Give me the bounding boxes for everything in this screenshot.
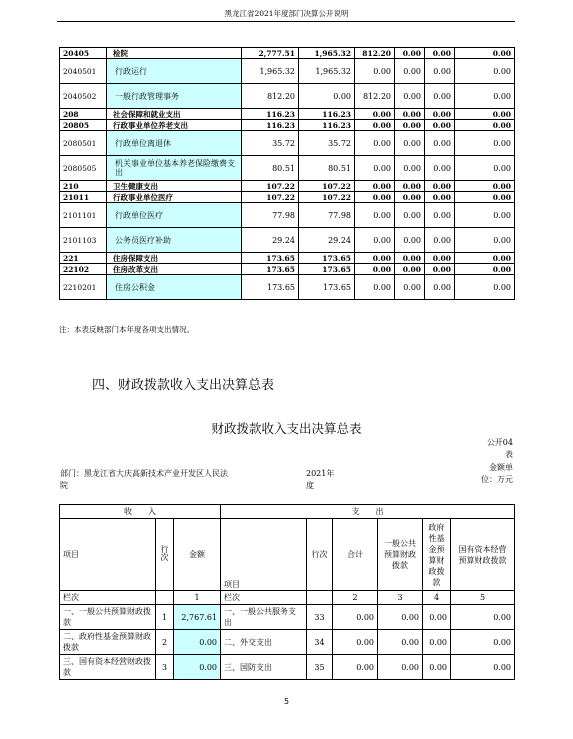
amount-c5: 0.00	[425, 109, 455, 120]
expenditure-detail-table	[59, 47, 515, 300]
amount-c4: 0.00	[395, 131, 425, 156]
amount-c5: 0.00	[425, 264, 455, 275]
expense-total: 0.00	[333, 630, 378, 655]
amount-c5: 0.00	[425, 192, 455, 203]
expense-item: 二、外交支出	[221, 630, 307, 655]
account-name: 行政单位离退休	[107, 131, 242, 156]
expense-gpb: 0.00	[378, 605, 423, 630]
amount-c4: 0.00	[395, 228, 425, 253]
amount-total: 80.51	[242, 156, 299, 181]
account-code: 2101103	[60, 228, 107, 253]
account-code: 2040502	[60, 84, 107, 109]
amount-basic: 80.51	[299, 156, 355, 181]
amount-basic: 107.22	[299, 192, 355, 203]
table-row	[60, 120, 515, 131]
table-row	[60, 181, 515, 192]
account-code: 2080505	[60, 156, 107, 181]
account-code: 210	[60, 181, 107, 192]
table-row	[60, 264, 515, 275]
table-row	[60, 48, 515, 59]
gov-fund-header: 政府性基金预算财政拨款	[423, 519, 451, 591]
amount-c5: 0.00	[425, 253, 455, 264]
year-label: 2021年度	[306, 469, 335, 490]
lanci-1: 1	[174, 591, 221, 605]
section-heading: 四、财政拨款收入支出决算总表	[92, 378, 275, 393]
income-item: 二、政府性基金预算财政拨款	[60, 630, 156, 655]
account-name: 行政运行	[107, 59, 242, 84]
amount-total: 29.24	[242, 228, 299, 253]
income-amount: 0.00	[174, 655, 221, 680]
expense-line: 35	[307, 655, 333, 680]
amount-total: 77.98	[242, 203, 299, 228]
expense-soe: 0.00	[451, 630, 515, 655]
account-name: 行政事业单位医疗	[107, 192, 242, 203]
amount-project: 0.00	[355, 264, 395, 275]
form-code: 公开04表	[486, 438, 513, 459]
expense-item: 一、一般公共服务支出	[221, 605, 307, 630]
gpb-header: 一般公共预算财政拨款	[378, 519, 423, 591]
amount-total: 173.65	[242, 253, 299, 264]
amount-c4: 0.00	[395, 264, 425, 275]
expense-gov-fund: 0.00	[423, 655, 451, 680]
account-code: 22102	[60, 264, 107, 275]
account-code: 20405	[60, 48, 107, 59]
expense-line-header: 行次	[307, 519, 333, 591]
total-header: 合计	[333, 519, 378, 591]
amount-project: 0.00	[355, 203, 395, 228]
lanci-2: 2	[333, 591, 378, 605]
amount-c4: 0.00	[395, 275, 425, 300]
amount-c6: 0.00	[455, 181, 515, 192]
amount-total: 107.22	[242, 181, 299, 192]
amount-c6: 0.00	[455, 228, 515, 253]
table-row	[60, 630, 515, 655]
amount-total: 35.72	[242, 131, 299, 156]
expense-gpb: 0.00	[378, 630, 423, 655]
department-label: 部门：黑龙江省大庆高新技术产业开发区人民法院	[60, 469, 228, 490]
amount-c6: 0.00	[455, 253, 515, 264]
table-note: 注：本表反映部门本年度各项支出情况。	[59, 325, 194, 334]
amount-c4: 0.00	[395, 120, 425, 131]
account-code: 2210201	[60, 275, 107, 300]
expense-gov-fund: 0.00	[423, 605, 451, 630]
account-code: 221	[60, 253, 107, 264]
expense-soe: 0.00	[451, 605, 515, 630]
account-name: 行政事业单位养老支出	[107, 120, 242, 131]
amount-basic: 173.65	[299, 275, 355, 300]
table-row	[60, 605, 515, 630]
account-name: 机关事业单位基本养老保险缴费支出	[107, 156, 242, 181]
income-amount: 2,767.61	[174, 605, 221, 630]
amount-total: 173.65	[242, 275, 299, 300]
account-code: 2080501	[60, 131, 107, 156]
amount-c5: 0.00	[425, 203, 455, 228]
page-number: 5	[283, 697, 290, 706]
account-name: 住房公积金	[107, 275, 242, 300]
income-line: 2	[156, 630, 174, 655]
amount-c5: 0.00	[425, 181, 455, 192]
amount-c4: 0.00	[395, 156, 425, 181]
amount-project: 0.00	[355, 181, 395, 192]
account-code: 2101101	[60, 203, 107, 228]
amount-c4: 0.00	[395, 192, 425, 203]
amount-c5: 0.00	[425, 156, 455, 181]
income-amount: 0.00	[174, 630, 221, 655]
amount-basic: 116.23	[299, 120, 355, 131]
amount-basic: 29.24	[299, 228, 355, 253]
income-item: 一、一般公共预算财政拨款	[60, 605, 156, 630]
expense-gov-fund: 0.00	[423, 630, 451, 655]
income-item: 三、国有资本经营财政拨款	[60, 655, 156, 680]
amount-basic: 107.22	[299, 181, 355, 192]
account-name: 检院	[107, 48, 242, 59]
amount-basic: 116.23	[299, 109, 355, 120]
amount-project: 0.00	[355, 131, 395, 156]
amount-c4: 0.00	[395, 203, 425, 228]
amount-c6: 0.00	[455, 275, 515, 300]
amount-project: 0.00	[355, 192, 395, 203]
lanci-4: 4	[423, 591, 451, 605]
amount-project: 0.00	[355, 156, 395, 181]
amount-c6: 0.00	[455, 84, 515, 109]
lanci-3: 3	[378, 591, 423, 605]
lanci-label-2: 栏次	[221, 591, 307, 605]
amount-total: 107.22	[242, 192, 299, 203]
amount-project: 812.20	[355, 84, 395, 109]
table-row	[60, 84, 515, 109]
amount-basic: 35.72	[299, 131, 355, 156]
table-row	[60, 59, 515, 84]
amount-basic: 173.65	[299, 264, 355, 275]
amount-c6: 0.00	[455, 203, 515, 228]
amount-total: 1,965.32	[242, 59, 299, 84]
amount-basic: 1,965.32	[299, 59, 355, 84]
lanci-label: 栏次	[60, 591, 156, 605]
table-row	[60, 655, 515, 680]
amount-c6: 0.00	[455, 109, 515, 120]
amount-c5: 0.00	[425, 120, 455, 131]
amount-c4: 0.00	[395, 48, 425, 59]
income-amount-header: 金额	[174, 519, 221, 591]
amount-c5: 0.00	[425, 228, 455, 253]
account-name: 社会保障和就业支出	[107, 109, 242, 120]
amount-c5: 0.00	[425, 59, 455, 84]
income-line: 1	[156, 605, 174, 630]
amount-c4: 0.00	[395, 109, 425, 120]
amount-total: 812.20	[242, 84, 299, 109]
header-divider	[57, 21, 515, 22]
account-code: 2040501	[60, 59, 107, 84]
expense-line: 34	[307, 630, 333, 655]
table-row	[60, 192, 515, 203]
table-row	[60, 275, 515, 300]
lanci-5: 5	[451, 591, 515, 605]
table-row	[60, 203, 515, 228]
amount-c6: 0.00	[455, 59, 515, 84]
amount-total: 173.65	[242, 264, 299, 275]
table-row	[60, 131, 515, 156]
amount-project: 0.00	[355, 275, 395, 300]
amount-c6: 0.00	[455, 156, 515, 181]
expense-group-header: 支 出	[221, 505, 515, 519]
account-code: 208	[60, 109, 107, 120]
amount-c4: 0.00	[395, 59, 425, 84]
expense-item: 三、国防支出	[221, 655, 307, 680]
page-header: 黑龙江省2021年度部门决算公开说明	[224, 9, 349, 18]
table-row	[60, 253, 515, 264]
amount-c5: 0.00	[425, 48, 455, 59]
table-title: 财政拨款收入支出决算总表	[211, 421, 362, 436]
income-line: 3	[156, 655, 174, 680]
account-name: 行政单位医疗	[107, 203, 242, 228]
amount-total: 2,777.51	[242, 48, 299, 59]
amount-project: 0.00	[355, 59, 395, 84]
amount-total: 116.23	[242, 109, 299, 120]
account-name: 住房保障支出	[107, 253, 242, 264]
amount-c6: 0.00	[455, 48, 515, 59]
amount-c4: 0.00	[395, 253, 425, 264]
amount-c6: 0.00	[455, 131, 515, 156]
amount-unit: 金额单位：万元	[481, 463, 513, 484]
amount-c6: 0.00	[455, 264, 515, 275]
expense-item-header: 项目	[221, 519, 307, 591]
account-code: 20805	[60, 120, 107, 131]
amount-c4: 0.00	[395, 181, 425, 192]
amount-c5: 0.00	[425, 275, 455, 300]
amount-c5: 0.00	[425, 84, 455, 109]
amount-basic: 173.65	[299, 253, 355, 264]
income-item-header: 项目	[60, 519, 156, 591]
amount-project: 0.00	[355, 109, 395, 120]
income-group-header: 收 入	[60, 505, 221, 519]
amount-project: 0.00	[355, 253, 395, 264]
amount-c6: 0.00	[455, 192, 515, 203]
amount-basic: 77.98	[299, 203, 355, 228]
amount-c4: 0.00	[395, 84, 425, 109]
account-code: 21011	[60, 192, 107, 203]
amount-total: 116.23	[242, 120, 299, 131]
expense-total: 0.00	[333, 605, 378, 630]
income-line-header: 行次	[156, 519, 174, 591]
expense-total: 0.00	[333, 655, 378, 680]
amount-c6: 0.00	[455, 120, 515, 131]
amount-basic: 0.00	[299, 84, 355, 109]
amount-project: 0.00	[355, 228, 395, 253]
soe-header: 国有资本经营预算财政拨款	[451, 519, 515, 591]
account-name: 一般行政管理事务	[107, 84, 242, 109]
amount-c5: 0.00	[425, 131, 455, 156]
table-row	[60, 156, 515, 181]
account-name: 卫生健康支出	[107, 181, 242, 192]
fiscal-summary-table	[59, 504, 515, 680]
expense-gpb: 0.00	[378, 655, 423, 680]
amount-project: 0.00	[355, 120, 395, 131]
expense-soe: 0.00	[451, 655, 515, 680]
expense-line: 33	[307, 605, 333, 630]
account-name: 公务员医疗补助	[107, 228, 242, 253]
amount-project: 812.20	[355, 48, 395, 59]
amount-basic: 1,965.32	[299, 48, 355, 59]
account-name: 住房改革支出	[107, 264, 242, 275]
table-row	[60, 109, 515, 120]
table-row	[60, 228, 515, 253]
